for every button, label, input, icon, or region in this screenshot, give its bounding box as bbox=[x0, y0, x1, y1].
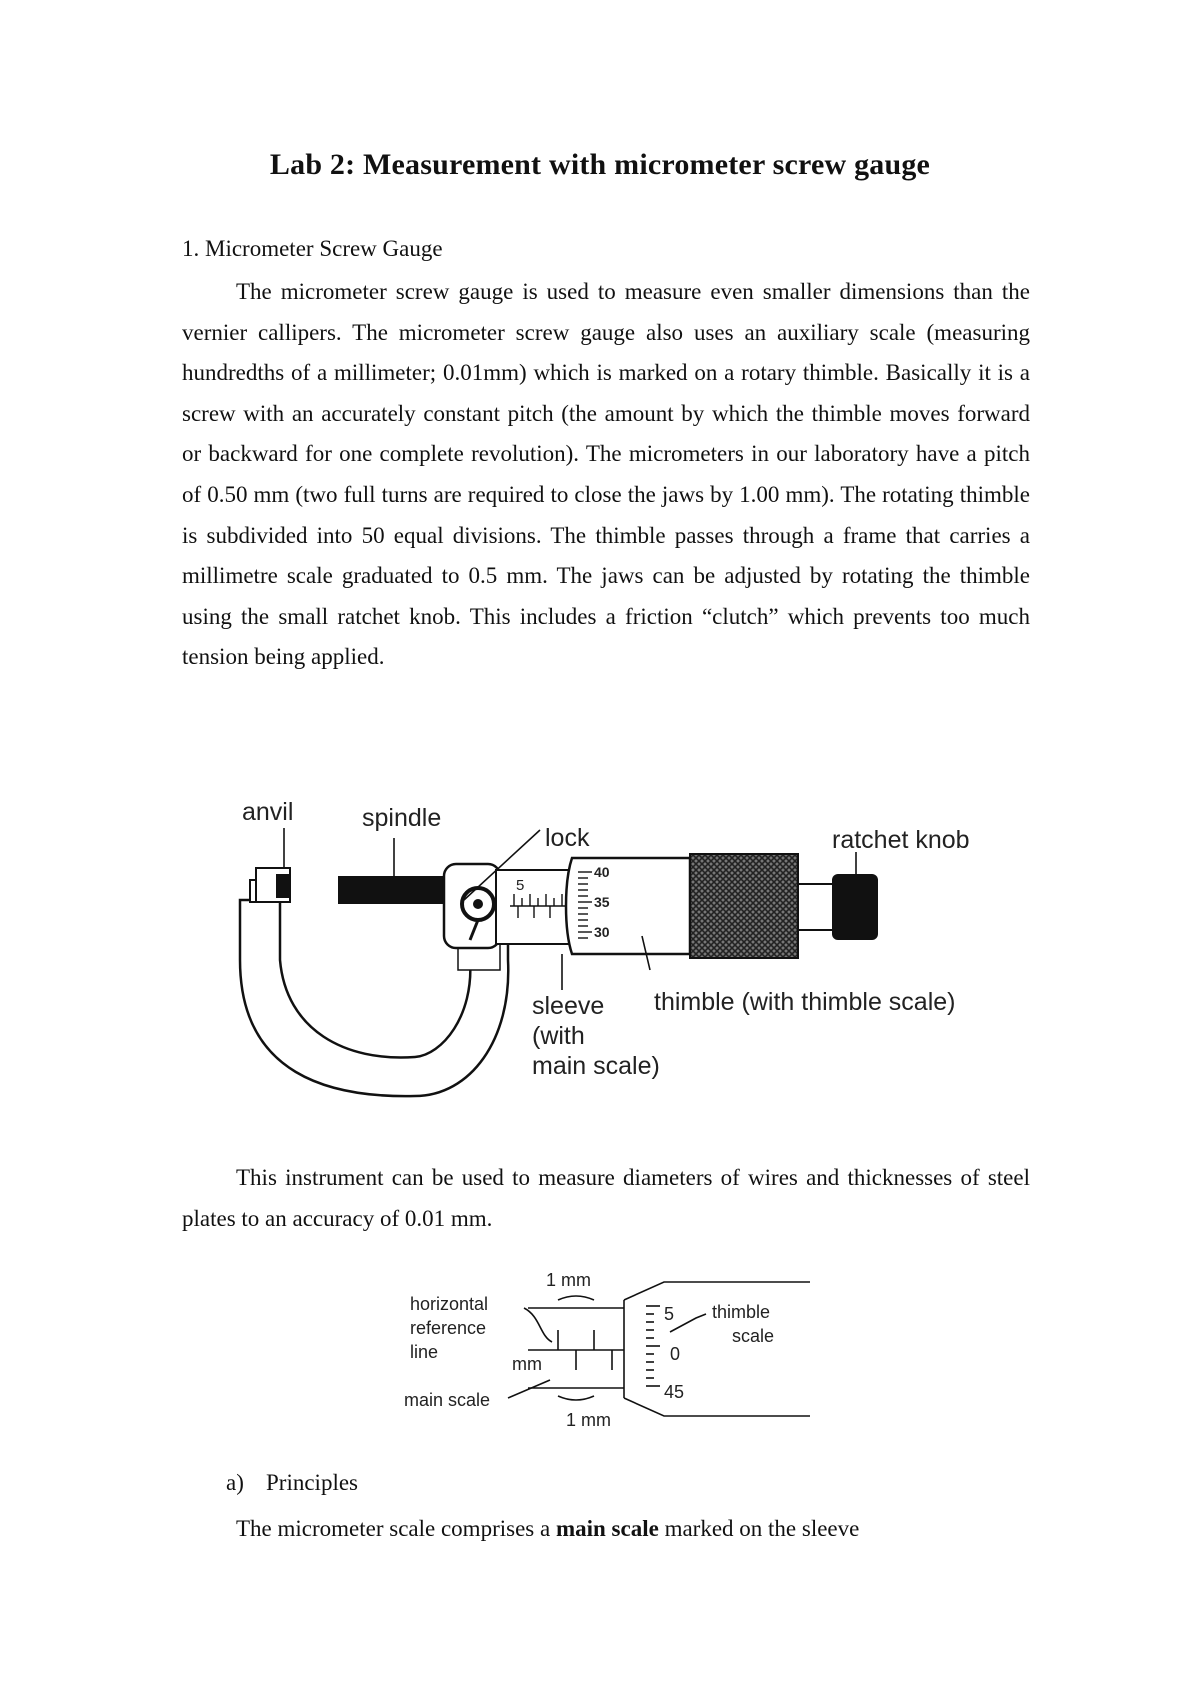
label-sleeve-with: (with bbox=[532, 1022, 585, 1050]
label-line: line bbox=[410, 1342, 439, 1362]
label-spindle: spindle bbox=[362, 804, 442, 832]
label-reference: reference bbox=[410, 1318, 487, 1338]
label-bottom-1mm: 1 mm bbox=[566, 1410, 611, 1430]
label-sleeve: sleeve bbox=[532, 992, 605, 1020]
page-title: Lab 2: Measurement with micrometer screw gauge bbox=[269, 148, 931, 181]
subsection-title: Principles bbox=[266, 1470, 358, 1495]
scale-number-5: 5 bbox=[664, 1304, 675, 1324]
label-horizontal: horizontal bbox=[410, 1294, 489, 1314]
scale-number-0: 0 bbox=[670, 1344, 681, 1364]
label-main-scale: main scale bbox=[404, 1390, 491, 1410]
label-ratchet-knob: ratchet knob bbox=[832, 826, 970, 854]
intro-paragraph: The micrometer screw gauge is used to measure even smaller dimensions than the vernier callipers. The micrometer screw gauge also uses an auxiliary scale (measuring hundredths of a millimeter; 0.01mm) which is marked on a rotary thimble. Basically it is a screw with an accurately constant pitch (the amount by which the thimble moves forward or backward for one complete revolution). The micrometers in our laboratory have a pitch of 0.50 mm (two full turns are required to close the jaws by 1.00 mm). The rotating thimble is subdivided into 50 equal divisions. The thimble passes through a frame that carries a millimetre scale graduated to 0.5 mm. The jaws can be adjusted by rotating the thimble using the small ratchet knob. This includes a friction “clutch” which prevents too much tension being applied. bbox=[182, 279, 1030, 670]
thimble-number-40: 40 bbox=[594, 864, 610, 880]
label-thimble-scale-1: thimble bbox=[712, 1302, 771, 1322]
label-anvil: anvil bbox=[242, 798, 294, 826]
subsection-marker: a) bbox=[226, 1470, 244, 1495]
principles-text bbox=[236, 1516, 859, 1542]
section-heading: 1. Micrometer Screw Gauge bbox=[182, 236, 443, 261]
label-sleeve-main-scale: main scale) bbox=[532, 1052, 660, 1080]
scale-number-45: 45 bbox=[664, 1382, 685, 1402]
thimble-number-30: 30 bbox=[594, 924, 610, 940]
label-mm: mm bbox=[512, 1354, 542, 1374]
principles-text-bold: main scale bbox=[555, 1516, 659, 1541]
label-top-1mm: 1 mm bbox=[546, 1270, 591, 1290]
label-thimble: thimble (with thimble scale) bbox=[654, 988, 956, 1016]
principles-text-end: marked on the sleeve bbox=[658, 1516, 860, 1541]
accuracy-paragraph: This instrument can be used to measure diameters of wires and thicknesses of steel plates to an accuracy of 0.01 mm. bbox=[182, 1165, 1030, 1231]
sleeve-number: 5 bbox=[516, 877, 525, 894]
subsection-heading bbox=[226, 1470, 358, 1496]
label-thimble-scale-2: scale bbox=[732, 1326, 775, 1346]
label-lock: lock bbox=[545, 824, 590, 852]
principles-text-start: The micrometer scale comprises a bbox=[236, 1516, 556, 1541]
thimble-number-35: 35 bbox=[594, 894, 610, 910]
